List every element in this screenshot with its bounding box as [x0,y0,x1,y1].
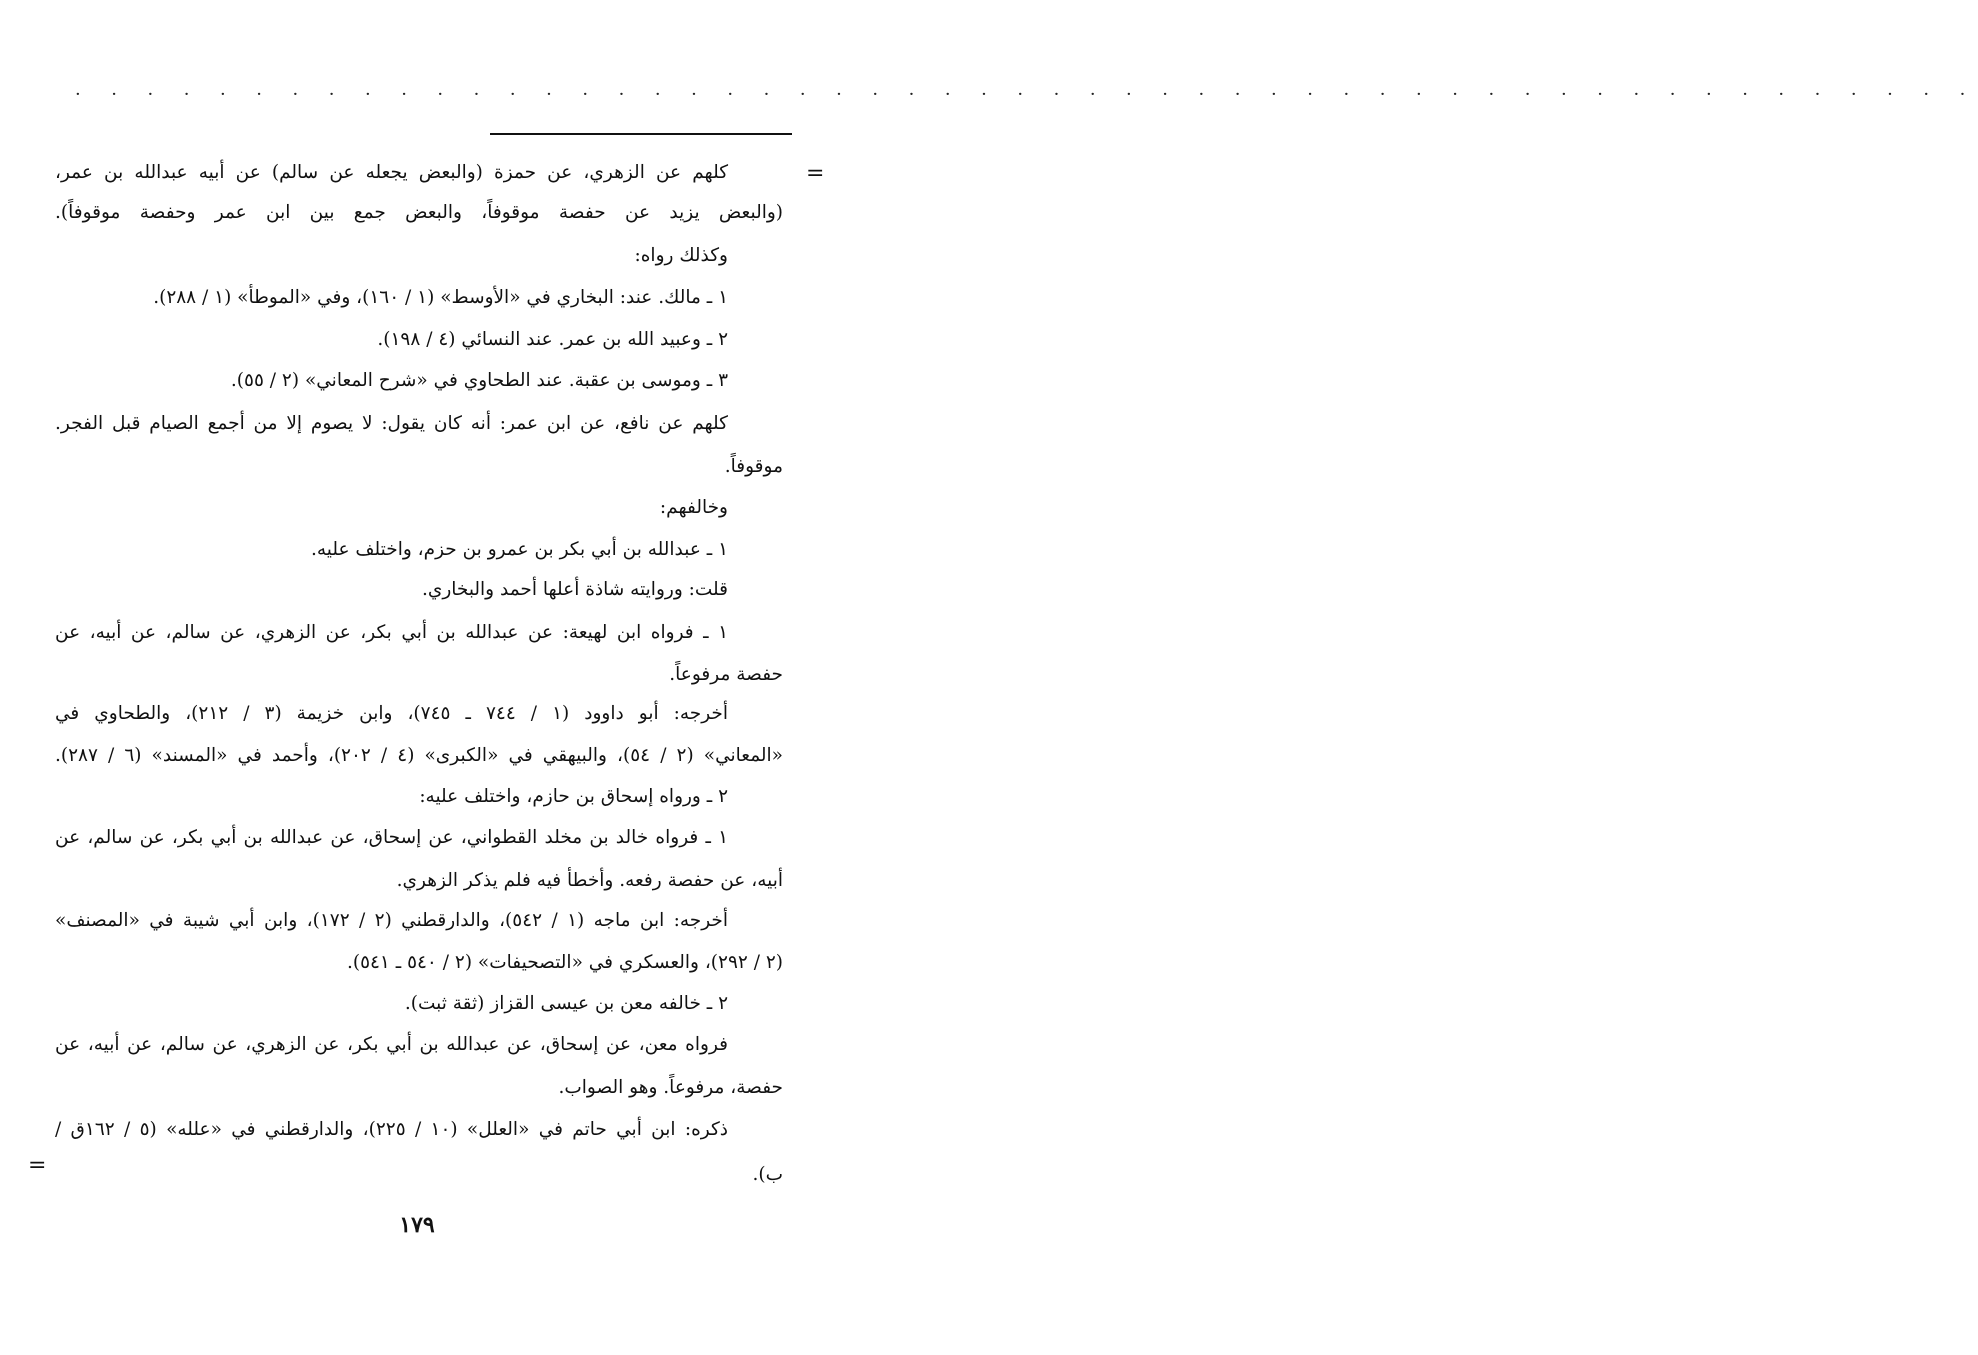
footnote-line: موقوفاً. [724,456,783,477]
header-dotted-line: · · · · · · · · · · · · · · · · · · · · · · · · · · · · · · · · · · · · · · · · · · · · · · · · · · · · · [75,84,1978,105]
footnote-line: ذكره: ابن أبي حاتم في «العلل» (١٠ / ٢٢٥)، والدارقطني في «علله» (٥ / ١٦٢ق / [55,1119,729,1140]
footnote-line: كلهم عن نافع، عن ابن عمر: أنه كان يقول: لا يصوم إلا من أجمع الصيام قبل الفجر. [55,413,728,434]
footnote-line: وخالفهم: [659,497,728,518]
continuation-mark-left: = [28,1153,47,1178]
footnote-line: فرواه معن، عن إسحاق، عن عبدالله بن أبي بكر، عن الزهري، عن سالم، عن أبيه، عن [55,1034,728,1055]
footnote-line: حفصة، مرفوعاً. وهو الصواب. [558,1077,783,1098]
footnote-line: ب). [752,1164,783,1185]
footnote-line: وكذلك رواه: [634,245,728,266]
footnote-line: أخرجه: أبو داوود (١ / ٧٤٤ ـ ٧٤٥)، وابن خزيمة (٣ / ٢١٢)، والطحاوي في [55,703,729,724]
footnote-line: (٢ / ٢٩٢)، والعسكري في «التصحيفات» (٢ / ٥٤٠ ـ ٥٤١). [346,952,783,973]
footnote-line: ١ ـ فرواه خالد بن مخلد القطواني، عن إسحاق، عن عبدالله بن أبي بكر، عن سالم، عن [55,827,728,848]
footnote-line: ١ ـ فرواه ابن لهيعة: عن عبدالله بن أبي بكر، عن الزهري، عن سالم، عن أبيه، عن [55,622,728,643]
footnote-line: ٣ ـ وموسى بن عقبة. عند الطحاوي في «شرح المعاني» (٢ / ٥٥). [230,370,728,391]
footnote-line: ١ ـ عبدالله بن أبي بكر بن عمرو بن حزم، واختلف عليه. [310,539,728,560]
footnote-line: «المعاني» (٢ / ٥٤)، والبيهقي في «الكبرى» (٤ / ٢٠٢)، وأحمد في «المسند» (٦ / ٢٨٧). [55,745,783,766]
footnote-line: (والبعض يزيد عن حفصة موقوفاً، والبعض جمع بين ابن عمر وحفصة موقوفاً). [55,202,783,223]
footnote-separator-rule [490,133,792,135]
footnote-line: قلت: وروايته شاذة أعلها أحمد والبخاري. [421,579,728,600]
continuation-mark-right: = [806,161,825,186]
footnote-line: كلهم عن الزهري، عن حمزة (والبعض يجعله عن سالم) عن أبيه عبدالله بن عمر، [55,162,728,183]
footnote-line: أبيه، عن حفصة رفعه. وأخطأ فيه فلم يذكر الزهري. [396,870,783,891]
footnote-line: حفصة مرفوعاً. [669,664,783,685]
footnote-line: ٢ ـ ورواه إسحاق بن حازم، واختلف عليه: [419,786,728,807]
footnote-line: ٢ ـ وعبيد الله بن عمر. عند النسائي (٤ / ١٩٨). [377,329,728,350]
footnote-line: ١ ـ مالك. عند: البخاري في «الأوسط» (١ / ١٦٠)، وفي «الموطأ» (١ / ٢٨٨). [153,287,728,308]
footnote-line: أخرجه: ابن ماجه (١ / ٥٤٢)، والدارقطني (٢ / ١٧٢)، وابن أبي شيبة في «المصنف» [55,910,729,931]
page-number: ١٧٩ [399,1212,435,1238]
footnote-line: ٢ ـ خالفه معن بن عيسى القزاز (ثقة ثبت). [404,993,728,1014]
